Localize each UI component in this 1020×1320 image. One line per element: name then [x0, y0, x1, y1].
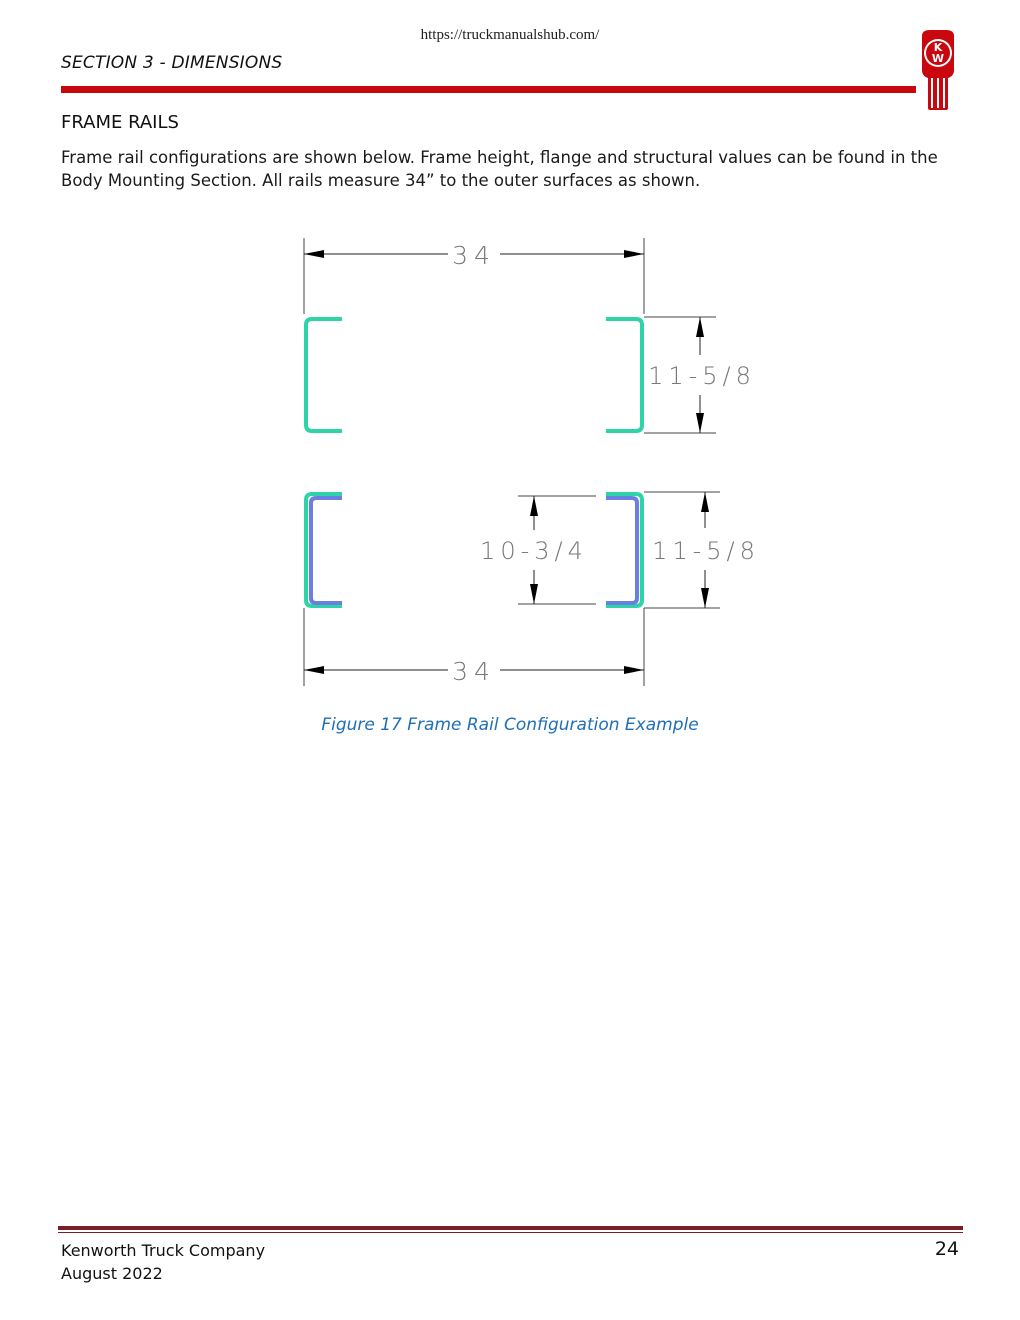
bottom-width-dimension — [304, 608, 644, 686]
footer-divider-thin — [58, 1232, 963, 1233]
page-number: 24 — [934, 1238, 959, 1260]
logo-letter-w: W — [931, 52, 945, 65]
inner-height-label: 10-3/4 — [480, 537, 588, 565]
top-height-dimension — [644, 317, 756, 433]
logo-letter-k: K — [933, 41, 943, 54]
bottom-height-dimension — [644, 492, 760, 608]
body-paragraph: Frame rail configurations are shown below. Frame height, flange and structural values can be found in the Body Mounting Section. All rails measure 34” to the outer surfaces as shown. — [61, 148, 938, 190]
kenworth-logo-icon — [918, 26, 958, 112]
inner-height-dimension — [480, 496, 596, 604]
figure-caption: Figure 17 Frame Rail Configuration Example — [321, 715, 699, 735]
bottom-width-label: 34 — [452, 657, 496, 686]
top-height-label: 11-5/8 — [648, 362, 756, 390]
section-title: SECTION 3 - DIMENSIONS — [61, 53, 283, 73]
frame-rail-diagram — [290, 230, 770, 700]
top-left-rail — [306, 319, 342, 431]
footer-date: August 2022 — [61, 1264, 163, 1283]
source-url: https://truckmanualshub.com/ — [420, 27, 600, 43]
bottom-right-insert — [606, 498, 637, 603]
footer-company: Kenworth Truck Company — [61, 1241, 266, 1260]
page-heading: FRAME RAILS — [61, 112, 179, 133]
top-right-rail — [606, 319, 642, 431]
header-divider — [61, 86, 916, 93]
footer-divider — [58, 1226, 963, 1230]
bottom-left-insert — [311, 498, 342, 603]
bottom-height-label: 11-5/8 — [652, 537, 760, 565]
top-width-label: 34 — [452, 241, 496, 270]
top-width-dimension — [304, 238, 644, 314]
